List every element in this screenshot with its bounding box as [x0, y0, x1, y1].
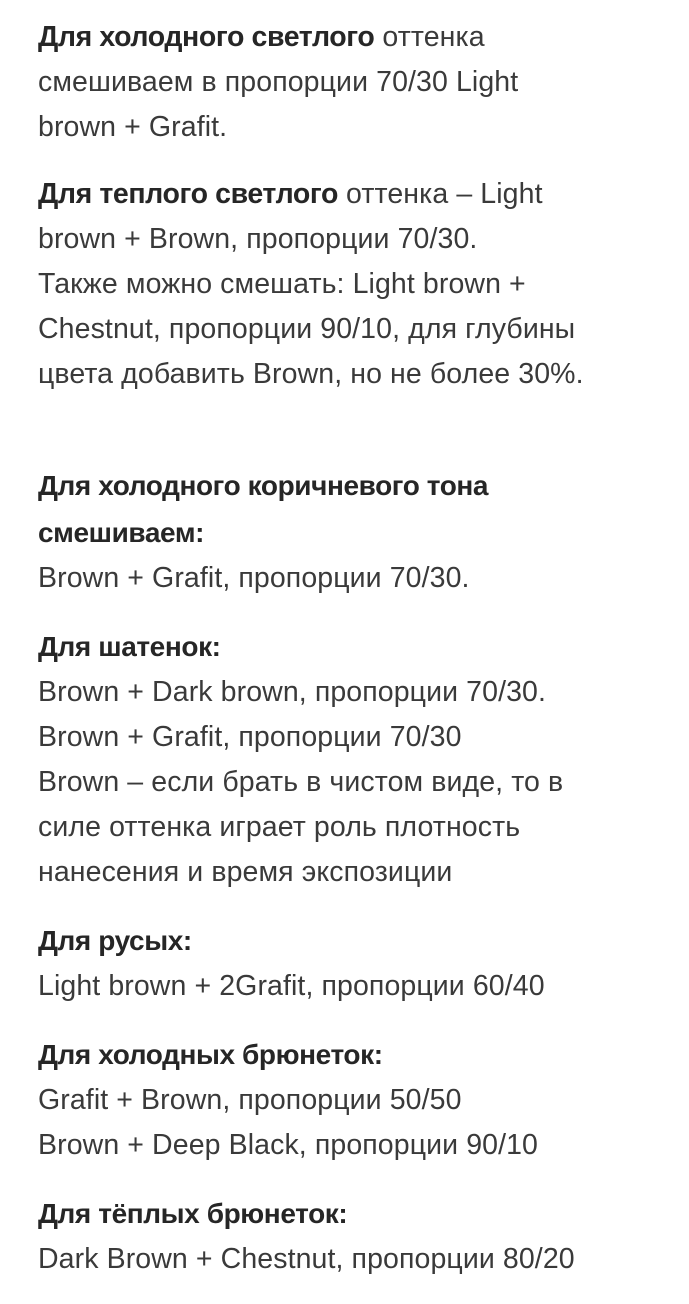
text-run: оттенка: [374, 21, 485, 53]
paragraph-line: Dark Brown + Chestnut, пропорции 80/20: [38, 1243, 575, 1275]
paragraph-line: [38, 15, 678, 60]
paragraph-cold-brunettes: [38, 1031, 678, 1168]
section-heading: Для тёплых брюнеток:: [38, 1198, 348, 1229]
paragraph-line: brown + Grafit.: [38, 111, 228, 143]
text-run: оттенка – Light: [338, 178, 543, 210]
paragraph-line: Chestnut, пропорции 90/10, для глубины: [38, 313, 576, 345]
section-heading: Для русых:: [38, 925, 192, 956]
paragraph-line: цвета добавить Brown, но не более 30%.: [38, 358, 584, 390]
paragraph-line: Brown + Grafit, пропорции 70/30: [38, 721, 462, 753]
bold-lead: Для холодного светлого: [38, 21, 375, 53]
spacer: [38, 419, 678, 462]
paragraph-line: brown + Brown, пропорции 70/30.: [38, 223, 478, 255]
paragraph-warm-brunettes: [38, 1190, 678, 1282]
paragraph-line: нанесения и время экспозиции: [38, 856, 453, 888]
paragraph-light-brown-hair: [38, 917, 678, 1009]
paragraph-line: Brown + Grafit, пропорции 70/30.: [38, 562, 470, 594]
paragraph-line: Также можно смешать: Light brown +: [38, 268, 526, 300]
paragraph-line: Brown – если брать в чистом виде, то в: [38, 766, 564, 798]
section-heading: Для холодных брюнеток:: [38, 1039, 383, 1070]
article-body: [38, 15, 678, 1304]
bold-lead: Для теплого светлого: [38, 178, 339, 210]
paragraph-line: Light brown + 2Grafit, пропорции 60/40: [38, 970, 545, 1002]
paragraph-warm-light: [38, 172, 678, 397]
section-heading: смешиваем:: [38, 517, 205, 548]
paragraph-line: смешиваем в пропорции 70/30 Light: [38, 66, 519, 98]
paragraph-line: Brown + Deep Black, пропорции 90/10: [38, 1129, 539, 1161]
paragraph-cold-brown: [38, 462, 678, 601]
paragraph-cold-light: [38, 15, 678, 150]
paragraph-line: Brown + Dark brown, пропорции 70/30.: [38, 676, 546, 708]
paragraph-line: силе оттенка играет роль плотность: [38, 811, 521, 843]
section-heading: Для холодного коричневого тона: [38, 470, 489, 501]
paragraph-line: [38, 172, 678, 217]
section-heading: Для шатенок:: [38, 631, 221, 662]
paragraph-line: Grafit + Brown, пропорции 50/50: [38, 1084, 462, 1116]
paragraph-brunettes-chestnut: [38, 623, 678, 895]
